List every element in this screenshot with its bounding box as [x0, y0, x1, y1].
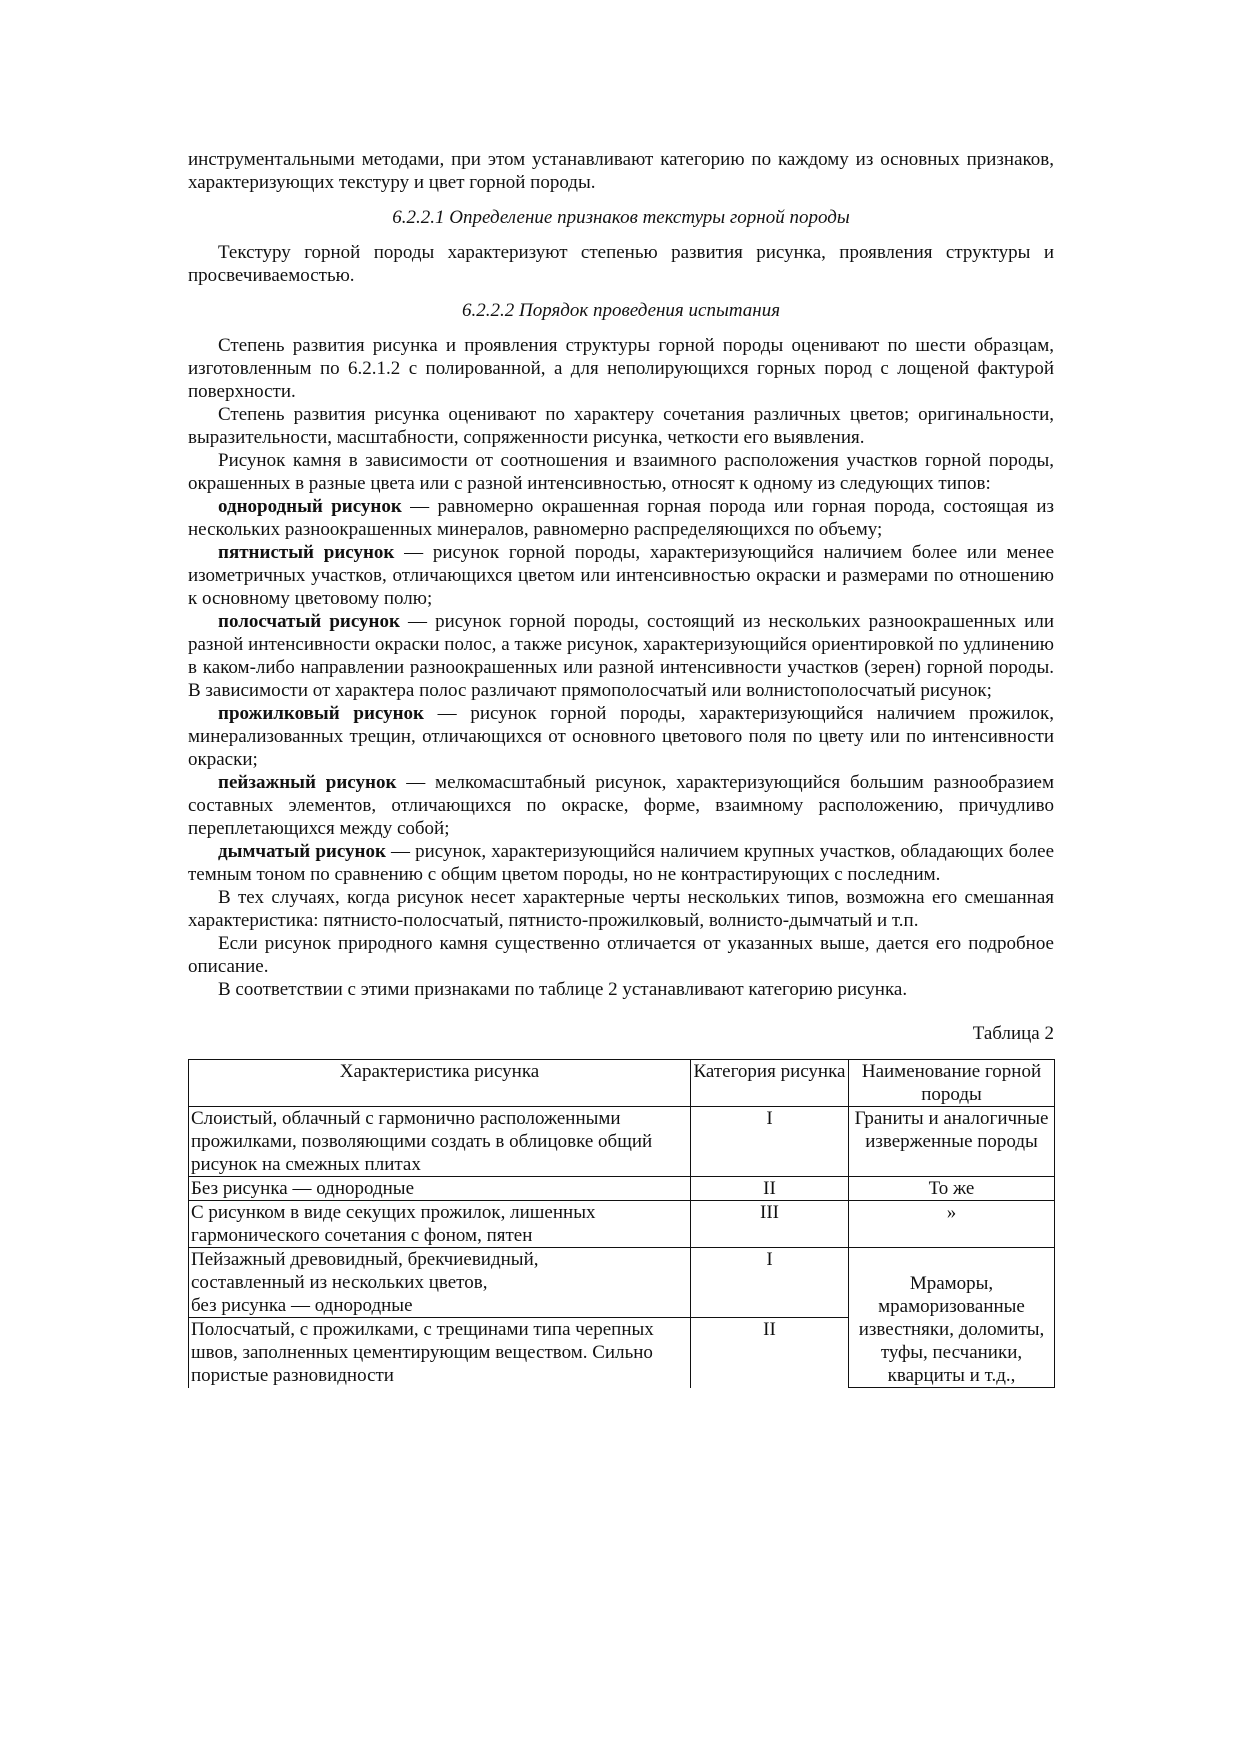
table-caption: Таблица 2	[972, 1023, 1054, 1044]
cell-category: I	[691, 1248, 849, 1318]
type-term: прожилковый рисунок	[218, 703, 424, 724]
type-definition	[188, 840, 1054, 886]
paragraph-types-intro: Рисунок камня в зависимости от соотношения и взаимного расположения участков горной породы, окрашенных в разные цвета или с разной интенсивностью, относят к одному из следующих типов:	[188, 450, 1054, 494]
type-description: — рисунок горной породы, состоящий из нескольких разноокрашенных или разной интенсивности окраски полос, а также рисунок, характеризующийся ориентировкой по удлинению в каком-либо направлении разноокрашенных или разной интенсивности участков (зерен) горной породы. В зависимости от характера полос различают прямополосчатый или волнистополосчатый рисунок;	[188, 611, 1054, 701]
type-definition	[188, 610, 1054, 702]
type-term: пейзажный рисунок	[218, 772, 397, 793]
cell-rock: Мраморы, мраморизованные известняки, доломиты, туфы, песчаники, кварциты и т.д.,	[849, 1248, 1055, 1388]
type-term: однородный рисунок	[218, 496, 402, 517]
type-term: пятнистый рисунок	[218, 542, 395, 563]
type-description: — равномерно окрашенная горная порода или горная порода, состоящая из нескольких разноокрашенных минералов, равномерно распределяющихся по объему;	[188, 496, 1054, 540]
cell-rock: То же	[849, 1177, 1055, 1201]
type-definition	[188, 495, 1054, 541]
paragraph-samples: Степень развития рисунка и проявления структуры горной породы оценивают по шести образцам, изготовленным по 6.2.1.2 с полированной, а для неполирующихся горных пород с лощеной фактурой поверхности.	[188, 335, 1054, 402]
cell-rock: Граниты и аналогичные изверженные породы	[849, 1107, 1055, 1177]
section-heading-6-2-2-1: 6.2.2.1 Определение признаков текстуры горной породы	[392, 207, 850, 228]
column-header-category: Категория рисунка	[691, 1060, 849, 1107]
column-header-rock: Наименование горной породы	[849, 1060, 1055, 1107]
cell-line: составленный из нескольких цветов,	[191, 1272, 488, 1293]
type-description: — рисунок горной породы, характеризующийся наличием прожилок, минерализованных трещин, отличающихся от основного цветового поля по цвету или по интенсивности окраски;	[188, 703, 1054, 770]
type-description: — мелкомасштабный рисунок, характеризующийся большим разнообразием составных элементов, отличающихся по окраске, форме, взаимному расположению, причудливо переплетающихся между собой;	[188, 772, 1054, 839]
cell-description: С рисунком в виде секущих прожилок, лишенных гармонического сочетания с фоном, пятен	[189, 1201, 691, 1248]
type-definition	[188, 702, 1054, 771]
type-description: — рисунок, характеризующийся наличием крупных участков, обладающих более темным тоном по сравнению с общим цветом породы, но не контрастирующих с последним.	[188, 841, 1054, 885]
cell-category: III	[691, 1201, 849, 1248]
type-definition	[188, 541, 1054, 610]
type-definition	[188, 771, 1054, 840]
paragraph-assessment: Степень развития рисунка оценивают по характеру сочетания различных цветов; оригинальности, выразительности, масштабности, сопряженности рисунка, четкости его выявления.	[188, 404, 1054, 448]
cell-description: Без рисунка — однородные	[189, 1177, 691, 1201]
table-row	[189, 1177, 1055, 1201]
paragraph-mixed: В тех случаях, когда рисунок несет характерные черты нескольких типов, возможна его смешанная характеристика: пятнисто-полосчатый, пятнисто-прожилковый, волнисто-дымчатый и т.п.	[188, 887, 1054, 931]
pattern-category-table	[188, 1059, 1055, 1388]
table-header-row	[189, 1060, 1055, 1107]
cell-line: Пейзажный древовидный, брекчиевидный,	[191, 1249, 539, 1270]
section-heading-6-2-2-2: 6.2.2.2 Порядок проведения испытания	[461, 300, 781, 321]
document-page	[188, 148, 1054, 1388]
type-description: — рисунок горной породы, характеризующийся наличием более или менее изометричных участков, отличающихся цветом или интенсивностью окраски и размерами по отношению к основному цветовому полю;	[188, 542, 1054, 609]
cell-category: II	[691, 1318, 849, 1388]
type-term: полосчатый рисунок	[218, 611, 400, 632]
column-header-description: Характеристика рисунка	[189, 1060, 691, 1107]
paragraph-description: Если рисунок природного камня существенно отличается от указанных выше, дается его подробное описание.	[188, 933, 1054, 977]
table-row	[189, 1248, 1055, 1318]
cell-description: Полосчатый, с прожилками, с трещинами типа черепных швов, заполненных цементирующим веществом. Сильно пористые разновидности	[189, 1318, 691, 1388]
table-row	[189, 1201, 1055, 1248]
cell-category: II	[691, 1177, 849, 1201]
cell-description	[189, 1248, 691, 1318]
cell-category: I	[691, 1107, 849, 1177]
table-row	[189, 1107, 1055, 1177]
paragraph-table-ref: В соответствии с этими признаками по таблице 2 устанавливают категорию рисунка.	[218, 979, 908, 1000]
cell-line: без рисунка — однородные	[191, 1295, 413, 1316]
cell-description: Слоистый, облачный с гармонично расположенными прожилками, позволяющими создать в облицовке общий рисунок на смежных плитах	[189, 1107, 691, 1177]
type-term: дымчатый рисунок	[218, 841, 386, 862]
paragraph-texture: Текстуру горной породы характеризуют степенью развития рисунка, проявления структуры и просвечиваемостью.	[188, 242, 1054, 286]
cell-rock: »	[849, 1201, 1055, 1248]
paragraph-continuation: инструментальными методами, при этом устанавливают категорию по каждому из основных признаков, характеризующих текстуру и цвет горной породы.	[188, 149, 1054, 193]
